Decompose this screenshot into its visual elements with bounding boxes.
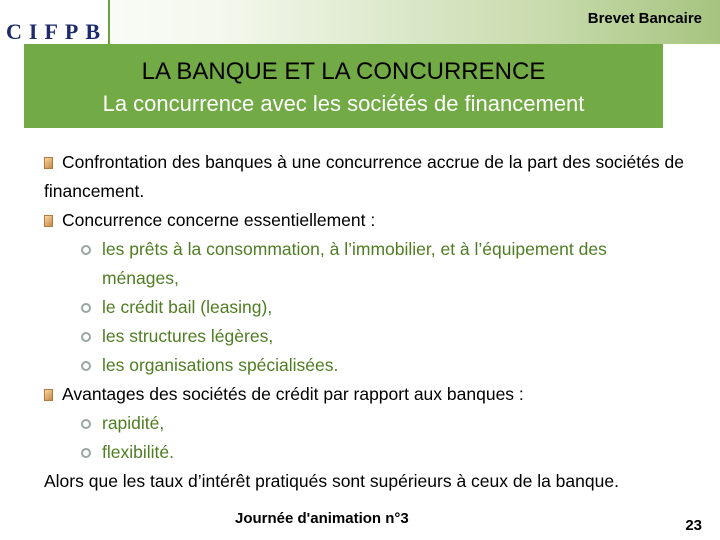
- ring-bullet-icon: [81, 332, 91, 342]
- slide-content: [44, 148, 684, 496]
- bullet-text: Confrontation des banques à une concurrence accrue de la part des sociétés de financement.: [44, 152, 684, 201]
- sub-bullet-text: les structures légères,: [102, 326, 274, 346]
- ring-bullet-icon: [81, 419, 91, 429]
- ring-bullet-icon: [81, 361, 91, 371]
- sub-bullet-text: le crédit bail (leasing),: [102, 297, 273, 317]
- sub-bullet: [44, 235, 684, 293]
- title-band: [24, 44, 663, 128]
- brand-label: Brevet Bancaire: [587, 10, 702, 27]
- logo-panel: [0, 0, 110, 44]
- sub-bullet: [44, 351, 684, 380]
- conclusion-text: Alors que les taux d’intérêt pratiqués sont supérieurs à ceux de la banque.: [44, 471, 619, 491]
- bullet-point: [44, 206, 684, 235]
- sub-bullet-text: les prêts à la consommation, à l’immobilier, et à l’équipement des ménages,: [102, 239, 607, 288]
- square-bullet-icon: [44, 389, 53, 401]
- ring-bullet-icon: [81, 245, 91, 255]
- sub-bullet: [44, 409, 684, 438]
- sub-bullet: [44, 322, 684, 351]
- bullet-point: [44, 380, 684, 409]
- ring-bullet-icon: [81, 448, 91, 458]
- bullet-text: Concurrence concerne essentiellement :: [62, 210, 376, 230]
- slide-subtitle: La concurrence avec les sociétés de financement: [102, 91, 585, 116]
- bullet-point: [44, 148, 684, 206]
- sub-bullet-text: les organisations spécialisées.: [102, 355, 339, 375]
- bullet-text: Avantages des sociétés de crédit par rapport aux banques :: [62, 384, 524, 404]
- footer-event: Journée d'animation n°3: [235, 510, 409, 527]
- slide-title: LA BANQUE ET LA CONCURRENCE: [141, 58, 546, 85]
- sub-bullet: [44, 293, 684, 322]
- square-bullet-icon: [44, 215, 53, 227]
- page-number: 23: [685, 517, 702, 534]
- sub-bullet: [44, 438, 684, 467]
- cifpb-logo: CIFPB: [6, 19, 107, 44]
- sub-bullet-text: flexibilité.: [102, 442, 174, 462]
- square-bullet-icon: [44, 157, 53, 169]
- sub-bullet-text: rapidité,: [102, 413, 165, 433]
- ring-bullet-icon: [81, 303, 91, 313]
